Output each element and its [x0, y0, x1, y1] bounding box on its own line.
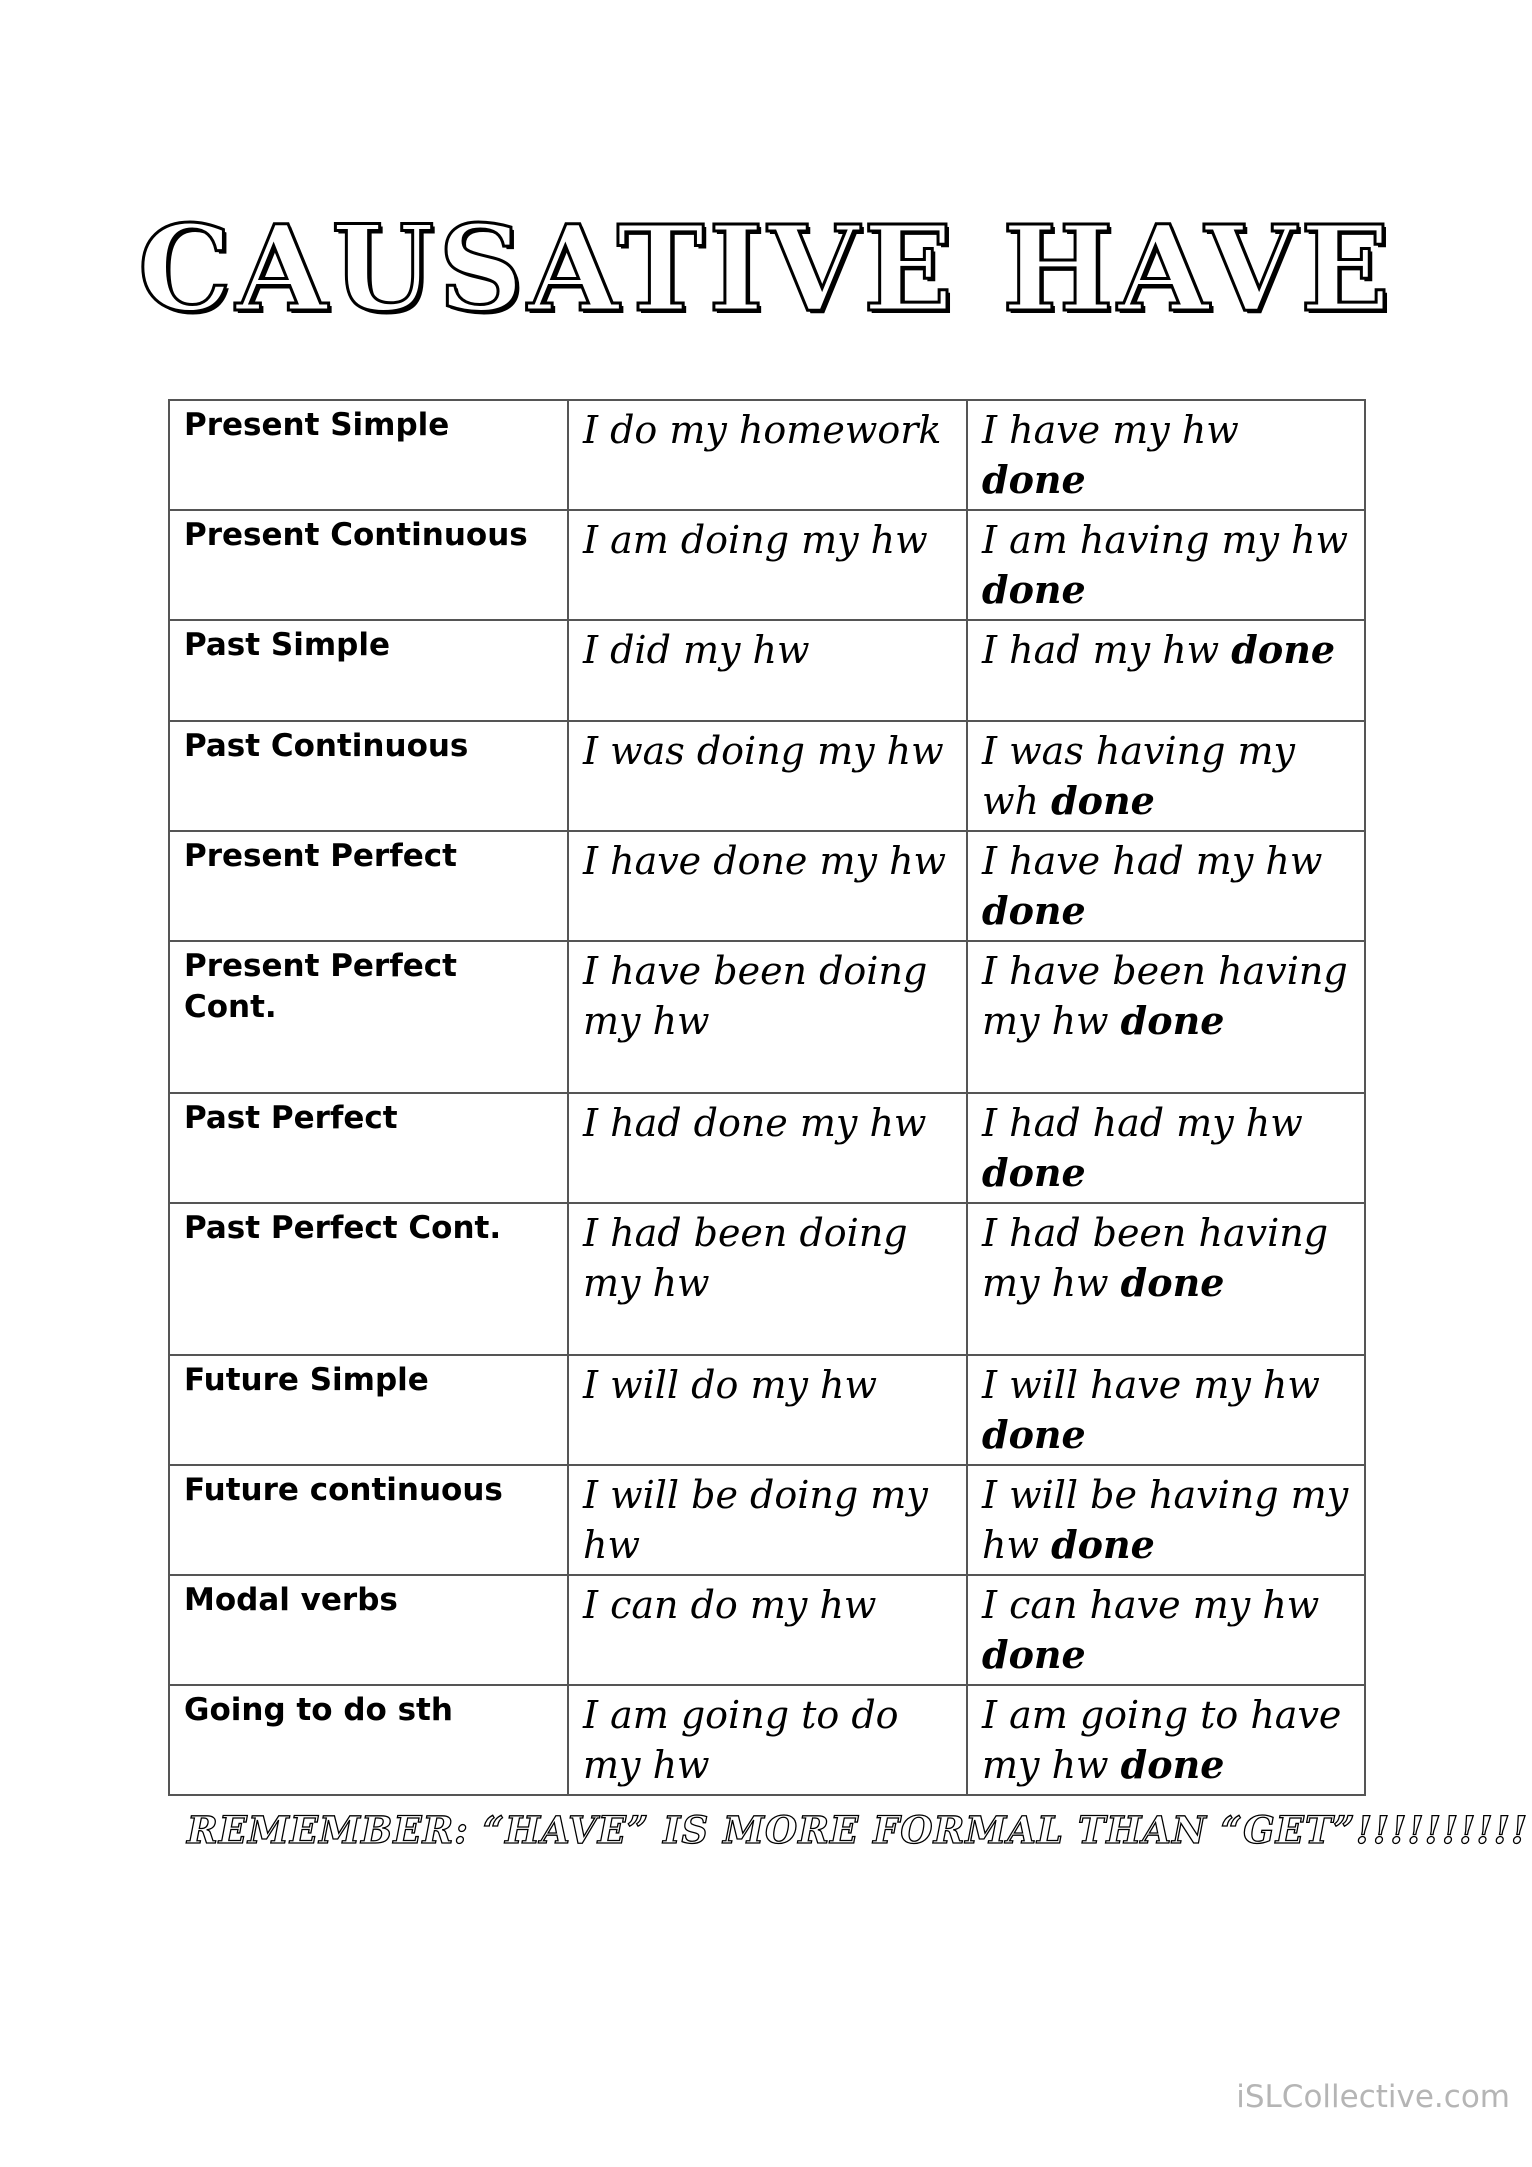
causative-text: I have had my hw: [982, 839, 1323, 883]
tense-cell: Future continuous: [169, 1465, 568, 1575]
causative-cell: [967, 510, 1365, 620]
causative-cell: [967, 1575, 1365, 1685]
tense-cell: Past Perfect: [169, 1093, 568, 1203]
done-word: done: [1051, 1522, 1155, 1567]
causative-cell: [967, 831, 1365, 941]
active-cell: I am going to do my hw: [568, 1685, 967, 1795]
tense-cell: Present Continuous: [169, 510, 568, 620]
done-word: done: [982, 1412, 1086, 1457]
causative-text: I am going to have my hw: [982, 1693, 1342, 1787]
causative-cell: [967, 941, 1365, 1093]
causative-text: I had had my hw: [982, 1101, 1303, 1145]
causative-cell: [967, 721, 1365, 831]
table-row: [169, 400, 1365, 510]
active-cell: I had done my hw: [568, 1093, 967, 1203]
table-row: [169, 1575, 1365, 1685]
active-cell: I have done my hw: [568, 831, 967, 941]
causative-text: I can have my hw: [982, 1583, 1320, 1627]
tense-cell: Present Perfect: [169, 831, 568, 941]
causative-cell: [967, 1093, 1365, 1203]
active-cell: I will do my hw: [568, 1355, 967, 1465]
done-word: done: [1120, 1260, 1225, 1305]
table-row: [169, 1093, 1365, 1203]
active-cell: I can do my hw: [568, 1575, 967, 1685]
done-word: done: [982, 1150, 1086, 1195]
causative-cell: [967, 620, 1365, 721]
causative-text: I will be having my hw: [982, 1473, 1349, 1567]
tense-cell: Past Perfect Cont.: [169, 1203, 568, 1355]
remember-note: REMEMBER: “HAVE” IS MORE FORMAL THAN “GET”!!!!!!!!!!: [187, 1808, 1529, 1852]
causative-text: I am having my hw: [982, 518, 1349, 562]
done-word: done: [1051, 778, 1155, 823]
tense-table-body: [169, 400, 1365, 1795]
page-title: CAUSATIVE HAVE: [137, 199, 1395, 338]
active-cell: I was doing my hw: [568, 721, 967, 831]
table-row: [169, 1465, 1365, 1575]
causative-text: I have my hw: [982, 408, 1239, 452]
done-word: done: [982, 1632, 1086, 1677]
table-row: [169, 1685, 1365, 1795]
done-word: done: [1231, 627, 1336, 672]
causative-text: I had my hw: [982, 628, 1232, 672]
active-cell: I had been doing my hw: [568, 1203, 967, 1355]
causative-text: I was having my wh: [982, 729, 1295, 823]
tense-cell: Going to do sth: [169, 1685, 568, 1795]
done-word: done: [1120, 998, 1225, 1043]
active-cell: I do my homework: [568, 400, 967, 510]
table-row: [169, 721, 1365, 831]
table-row: [169, 1355, 1365, 1465]
done-word: done: [1120, 1742, 1225, 1787]
active-cell: I will be doing my hw: [568, 1465, 967, 1575]
tense-table: [168, 399, 1366, 1796]
tense-cell: Future Simple: [169, 1355, 568, 1465]
done-word: done: [982, 888, 1086, 933]
tense-cell: Past Simple: [169, 620, 568, 721]
table-row: [169, 831, 1365, 941]
causative-cell: [967, 1203, 1365, 1355]
table-row: [169, 620, 1365, 721]
done-word: done: [982, 567, 1086, 612]
done-word: done: [982, 457, 1086, 502]
watermark: iSLCollective.com: [1236, 2079, 1510, 2115]
causative-cell: [967, 1355, 1365, 1465]
causative-cell: [967, 1685, 1365, 1795]
table-row: [169, 941, 1365, 1093]
active-cell: I did my hw: [568, 620, 967, 721]
causative-text: I have been having my hw: [982, 949, 1348, 1043]
tense-cell: Present Simple: [169, 400, 568, 510]
active-cell: I am doing my hw: [568, 510, 967, 620]
causative-cell: [967, 400, 1365, 510]
active-cell: I have been doing my hw: [568, 941, 967, 1093]
table-row: [169, 1203, 1365, 1355]
tense-cell: Past Continuous: [169, 721, 568, 831]
tense-cell: Modal verbs: [169, 1575, 568, 1685]
causative-text: I will have my hw: [982, 1363, 1320, 1407]
causative-text: I had been having my hw: [982, 1211, 1329, 1305]
table-row: [169, 510, 1365, 620]
causative-cell: [967, 1465, 1365, 1575]
tense-cell: Present Perfect Cont.: [169, 941, 568, 1093]
